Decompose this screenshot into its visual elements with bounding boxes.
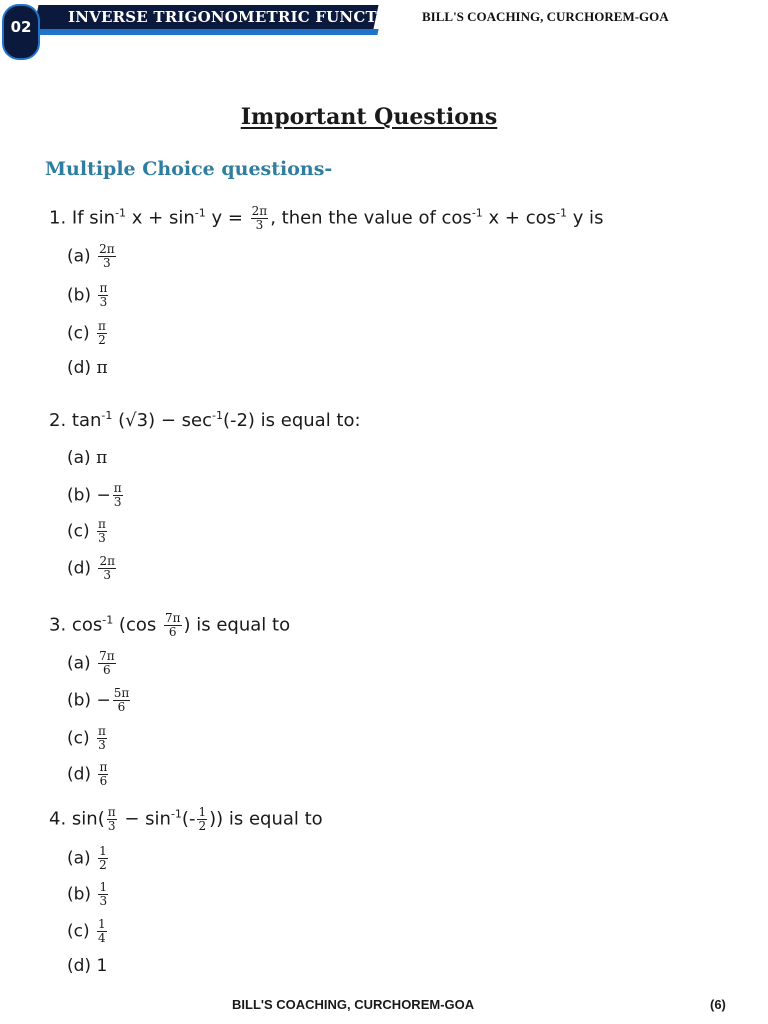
option-value: π [96, 358, 108, 378]
option-c [67, 918, 109, 945]
question-4 [49, 806, 323, 833]
numerator: 1 [198, 805, 207, 819]
numerator: π [107, 805, 116, 819]
option-a [67, 243, 118, 270]
question-text: cos [71, 614, 103, 636]
option-d [67, 761, 110, 788]
denominator: 3 [103, 568, 112, 582]
option-c [67, 518, 109, 545]
option-label: (d) [67, 558, 92, 579]
numerator: 7π [99, 649, 115, 663]
section-title: Multiple Choice questions- [45, 158, 333, 180]
option-d [67, 358, 108, 378]
fraction [98, 761, 108, 788]
fraction [98, 555, 116, 582]
denominator: 2 [99, 858, 107, 872]
chapter-title: INVERSE TRIGONOMETRIC FUNCTIONS [68, 8, 423, 26]
inverse-exponent: -1 [102, 613, 114, 627]
fraction [113, 482, 123, 509]
inverse-exponent: -1 [555, 206, 567, 220]
option-b [67, 482, 125, 509]
fraction [98, 845, 108, 872]
numerator: 2π [99, 554, 115, 568]
numerator: π [98, 724, 106, 738]
question-1 [49, 205, 603, 232]
option-label: (c) [67, 728, 90, 749]
denominator: 3 [98, 531, 106, 545]
inverse-exponent: -1 [471, 206, 483, 220]
option-value: π [96, 448, 108, 468]
fraction [97, 320, 107, 347]
denominator: 3 [98, 738, 106, 752]
fraction [97, 725, 107, 752]
question-2 [49, 410, 361, 431]
inverse-exponent: -1 [101, 409, 113, 422]
numerator: π [113, 481, 122, 495]
inverse-exponent: -1 [194, 206, 206, 220]
numerator: π [99, 760, 108, 774]
fraction [164, 612, 182, 639]
fraction [98, 282, 108, 309]
denominator: 3 [103, 256, 111, 270]
inverse-exponent: -1 [170, 807, 182, 821]
option-label: (b) [67, 285, 92, 306]
option-a [67, 650, 118, 677]
option-a [67, 448, 107, 468]
denominator: 3 [99, 295, 108, 309]
numerator: 2π [251, 204, 268, 218]
chapter-banner-accent [29, 29, 378, 35]
page-number: (6) [710, 997, 726, 1012]
question-3 [49, 612, 290, 639]
denominator: 2 [198, 819, 207, 833]
option-label: (d) [67, 358, 92, 378]
denominator: 3 [113, 495, 122, 509]
numerator: π [99, 281, 108, 295]
question-number: 2. [49, 410, 67, 431]
denominator: 3 [255, 218, 264, 232]
question-text: If sin [71, 207, 116, 229]
option-value: 1 [96, 956, 108, 976]
page-title-text: Important Questions [240, 104, 498, 130]
numerator: π [98, 319, 106, 333]
denominator: 6 [103, 663, 111, 677]
inverse-exponent: -1 [115, 206, 127, 220]
numerator: 7π [164, 611, 181, 625]
denominator: 6 [117, 700, 126, 714]
question-number: 1. [49, 207, 67, 229]
option-b [67, 881, 110, 908]
fraction [107, 806, 117, 833]
option-label: (a) [67, 653, 91, 674]
option-label: (c) [67, 323, 90, 344]
numerator: π [98, 517, 106, 531]
numerator: 1 [98, 917, 106, 931]
question-text: y = [211, 207, 243, 229]
fraction [97, 918, 107, 945]
question-text: tan [71, 410, 102, 431]
option-label: (b) [67, 690, 92, 711]
denominator: 4 [98, 931, 106, 945]
fraction [98, 243, 116, 270]
question-text: (√3) − sec [118, 410, 212, 431]
fraction [98, 650, 116, 677]
inverse-exponent: -1 [211, 409, 223, 422]
header-institute: BILL'S COACHING, CURCHOREM-GOA [422, 9, 669, 24]
fraction [251, 205, 269, 232]
question-text: x + sin [131, 207, 195, 229]
option-c [67, 725, 109, 752]
fraction [113, 687, 131, 714]
question-text: x + cos [488, 207, 556, 229]
option-label: (d) [67, 956, 92, 976]
denominator: 6 [99, 774, 108, 788]
question-number: 4. [49, 808, 67, 830]
page-title [0, 104, 738, 130]
minus-sign: − [96, 485, 111, 506]
fraction [97, 518, 107, 545]
question-text: )) is equal to [209, 808, 323, 830]
footer-institute: BILL'S COACHING, CURCHOREM-GOA [232, 997, 475, 1012]
denominator: 2 [98, 333, 106, 347]
question-text: ) is equal to [183, 614, 291, 636]
numerator: 5π [113, 686, 130, 700]
option-b [67, 282, 110, 309]
numerator: 1 [99, 880, 108, 894]
question-text: , then the value of cos [270, 207, 472, 229]
option-label: (b) [67, 485, 92, 506]
denominator: 3 [99, 894, 108, 908]
option-label: (a) [67, 848, 91, 869]
option-d [67, 555, 118, 582]
option-label: (c) [67, 921, 90, 942]
question-number: 3. [49, 614, 67, 636]
question-text: − sin [124, 808, 171, 830]
option-b [67, 687, 132, 714]
minus-sign: − [96, 690, 111, 711]
page-header [0, 0, 768, 60]
question-text: sin( [71, 808, 105, 830]
fraction [197, 806, 207, 833]
option-label: (a) [67, 246, 91, 267]
question-text: (- [181, 808, 196, 830]
option-c [67, 320, 109, 347]
option-a [67, 845, 110, 872]
option-label: (d) [67, 764, 92, 785]
denominator: 3 [107, 819, 116, 833]
question-text: (cos [118, 614, 157, 636]
question-text: (-2) is equal to: [222, 410, 361, 431]
fraction [98, 881, 108, 908]
option-label: (a) [67, 448, 91, 468]
numerator: 1 [99, 844, 107, 858]
question-text: y is [572, 207, 604, 229]
denominator: 6 [168, 625, 177, 639]
option-label: (c) [67, 521, 90, 542]
option-d [67, 956, 107, 976]
numerator: 2π [99, 242, 115, 256]
option-label: (b) [67, 884, 92, 905]
chapter-number: 02 [10, 18, 32, 36]
